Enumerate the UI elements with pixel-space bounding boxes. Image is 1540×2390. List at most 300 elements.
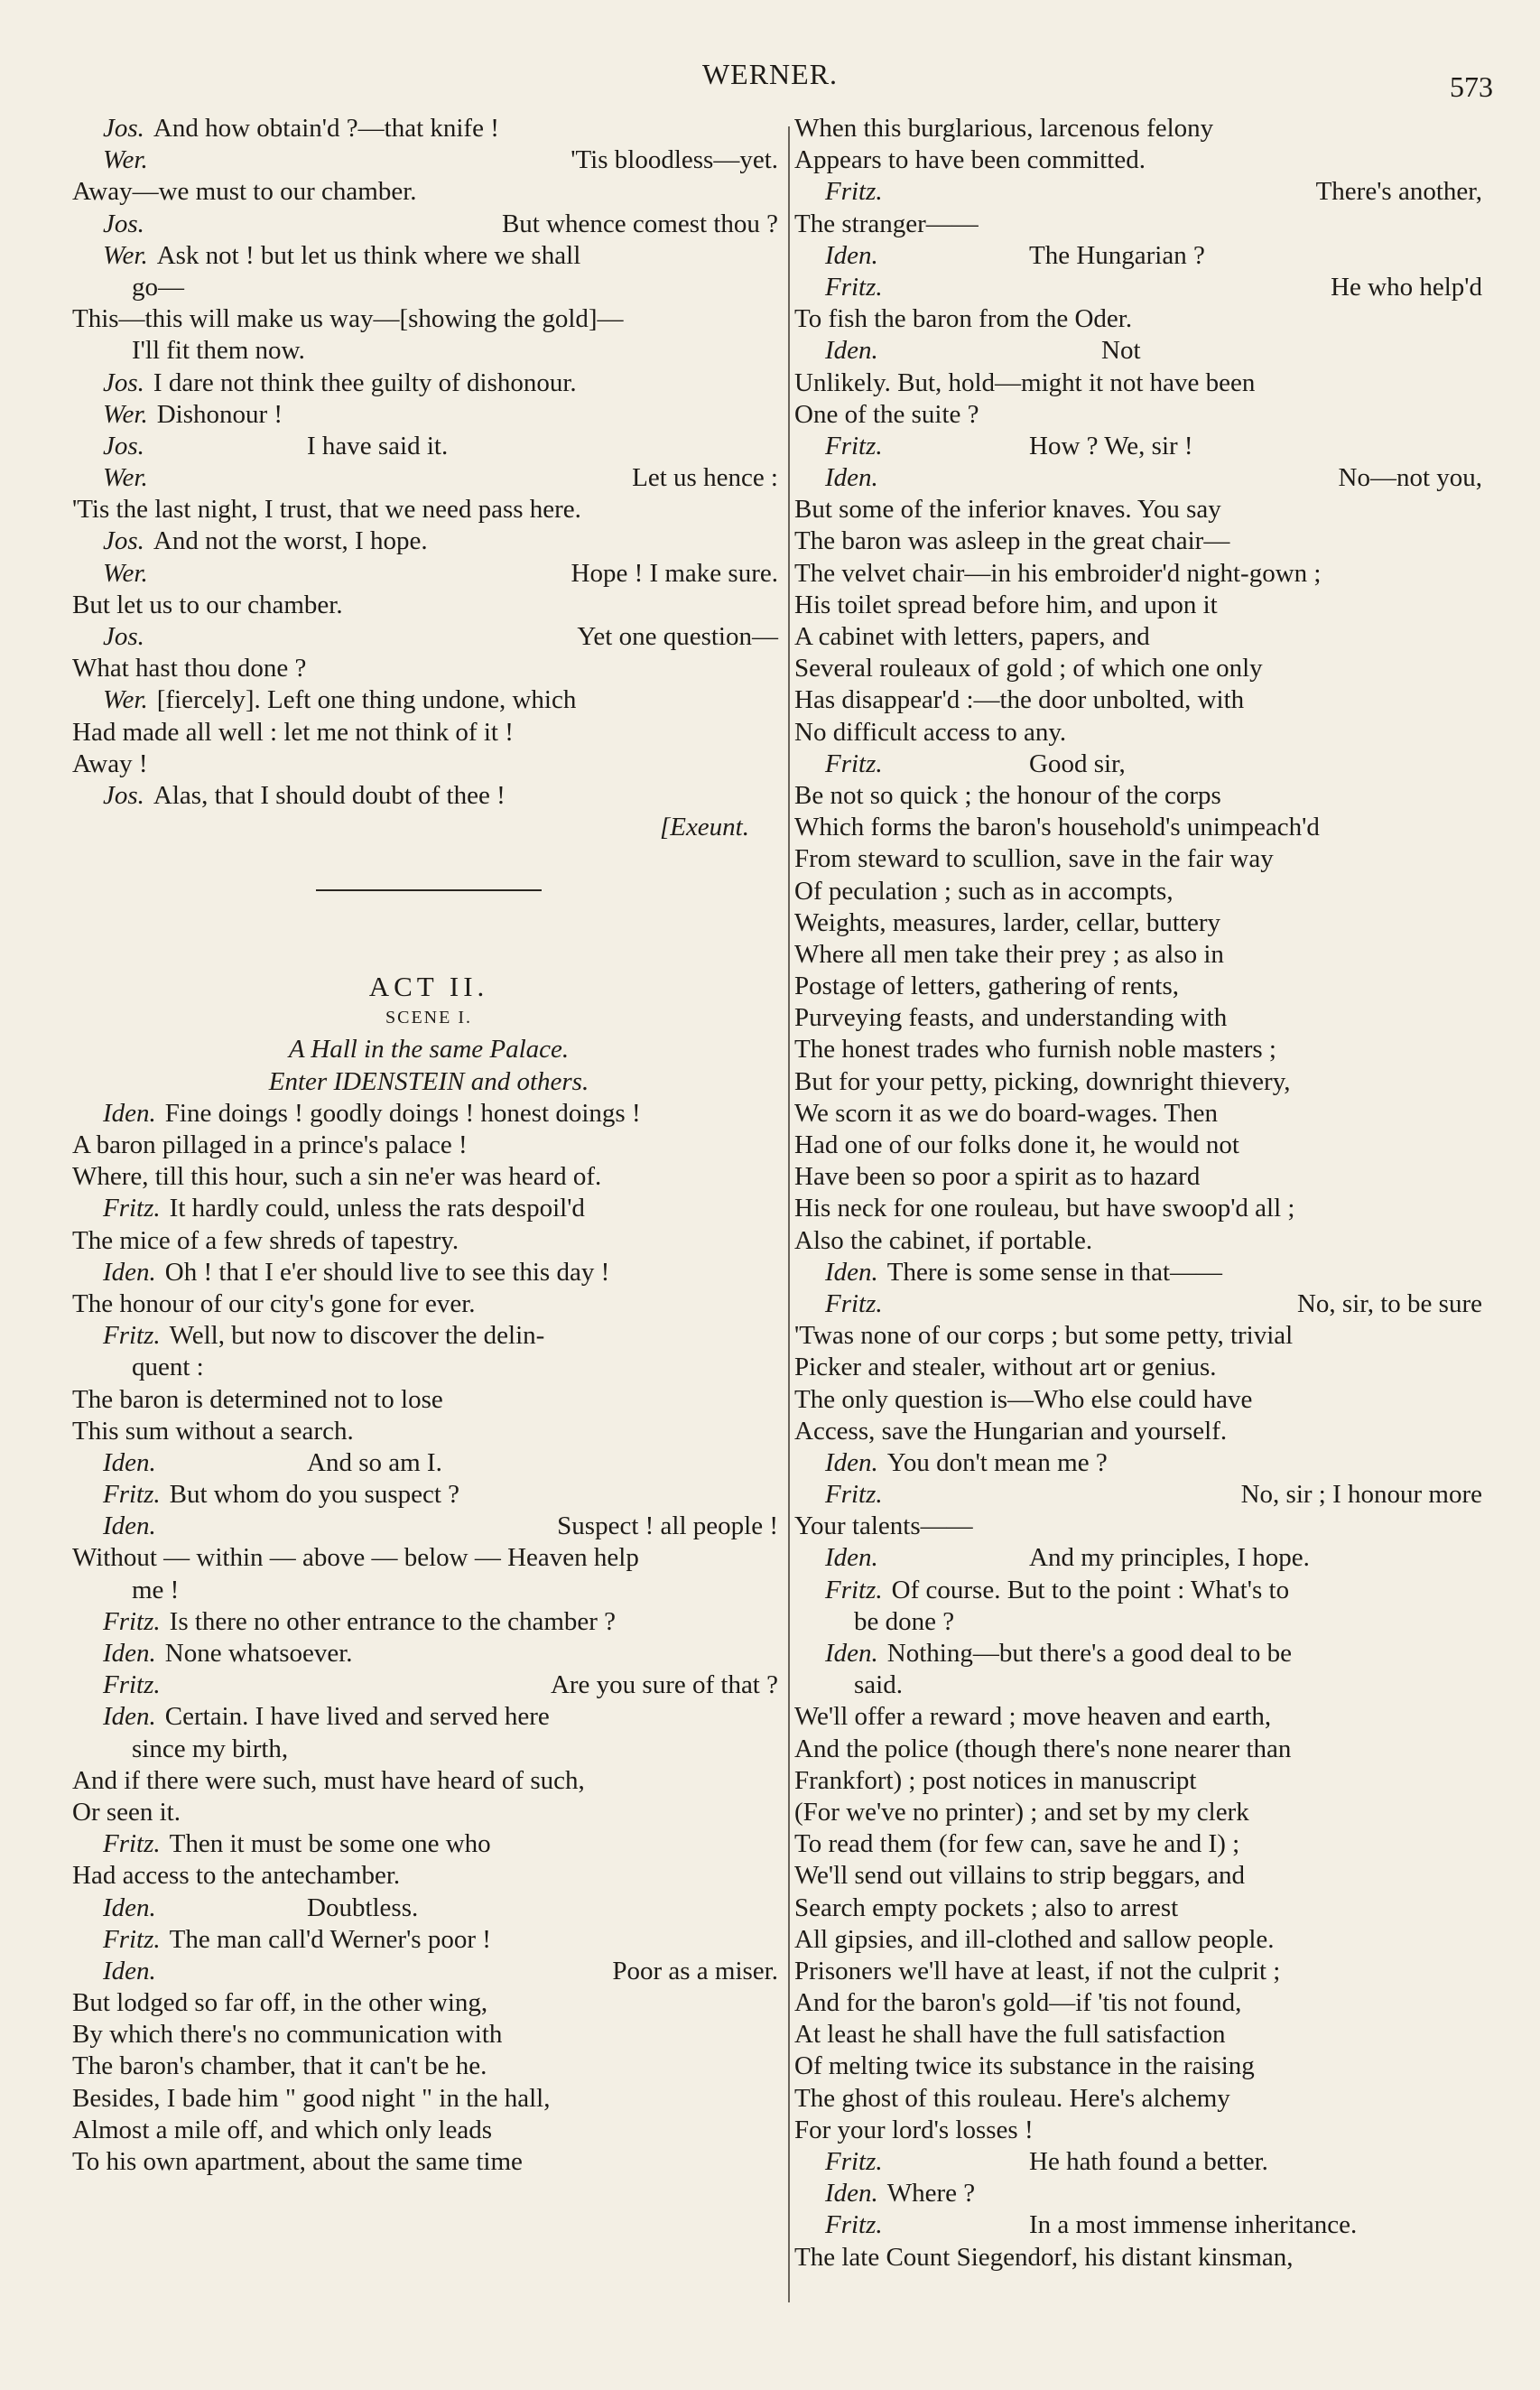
dialogue-line [794, 2209, 1489, 2241]
speaker-name: Fritz. [825, 2147, 883, 2176]
verse-line [794, 209, 1489, 240]
line-text: Appears to have been committed. [794, 145, 1146, 175]
line-text: No difficult access to any. [794, 717, 1067, 747]
line-text: Besides, I bade him " good night " in the hall, [72, 2083, 551, 2113]
line-text: Is there no other entrance to the chamber ? [169, 1606, 617, 1636]
line-text: And so am I. [307, 1447, 442, 1477]
speaker-name: Fritz. [825, 1288, 883, 1318]
speaker-name: Iden. [103, 1098, 156, 1128]
verse-line [72, 335, 785, 367]
dialogue-line [794, 1288, 1489, 1320]
speaker-name: Fritz. [103, 1924, 161, 1954]
dialogue-line [72, 367, 785, 399]
verse-line [794, 684, 1489, 716]
line-text: Poor as a miser. [612, 1956, 778, 1985]
line-text: No, sir, to be sure [1296, 1288, 1482, 1318]
line-text: Are you sure of that ? [550, 1670, 778, 1700]
dialogue-line [72, 1669, 785, 1701]
line-text: Then it must be some one who [169, 1829, 491, 1859]
verse-line [72, 1352, 785, 1383]
verse-line [72, 1161, 785, 1193]
line-text: Good sir, [1029, 749, 1126, 778]
dialogue-line [72, 209, 785, 240]
verse-line [72, 2051, 785, 2082]
verse-line [794, 1511, 1489, 1542]
line-text: The honest trades who furnish noble masters ; [794, 1035, 1276, 1065]
line-text: No, sir ; I honour more [1240, 1480, 1482, 1510]
verse-line [794, 590, 1489, 621]
speaker-name: Fritz. [103, 1480, 161, 1510]
dialogue-line [72, 113, 785, 144]
verse-line [794, 113, 1489, 144]
line-text: The honour of our city's gone for ever. [72, 1288, 476, 1318]
line-text: From steward to scullion, save in the fair way [794, 844, 1274, 874]
verse-line [72, 1860, 785, 1892]
line-text: The mice of a few shreds of tapestry. [72, 1225, 459, 1255]
dialogue-line [794, 1542, 1489, 1574]
section-rule [72, 876, 785, 907]
verse-line [72, 2146, 785, 2178]
verse-line [794, 1130, 1489, 1161]
dialogue-line [794, 1479, 1489, 1511]
verse-line [794, 1320, 1489, 1352]
dialogue-line [72, 399, 785, 431]
line-text: To his own apartment, about the same time [72, 2147, 523, 2176]
line-text: I dare not think thee guilty of dishonour. [153, 367, 577, 397]
dialogue-line [794, 1638, 1489, 1669]
speaker-name: Fritz. [825, 2210, 883, 2240]
verse-line [794, 1066, 1489, 1098]
line-text: be done ? [854, 1606, 955, 1636]
verse-line [72, 1288, 785, 1320]
line-text: And if there were such, must have heard of such, [72, 1765, 585, 1795]
verse-line [794, 1193, 1489, 1224]
line-text: Picker and stealer, without art or genius. [794, 1353, 1217, 1382]
speaker-name: Jos. [103, 431, 144, 460]
dialogue-line [794, 240, 1489, 272]
verse-line [794, 2242, 1489, 2274]
line-text: And not the worst, I hope. [153, 526, 428, 556]
dialogue-line [794, 749, 1489, 780]
verse-line [794, 2115, 1489, 2146]
line-text: The Hungarian ? [1029, 240, 1205, 270]
line-text: Ask not ! but let us think where we shall [156, 240, 581, 270]
line-text: But lodged so far off, in the other wing, [72, 1988, 488, 2018]
line-text: The only question is—Who else could have [794, 1384, 1253, 1414]
verse-line [72, 176, 785, 208]
verse-line [72, 1797, 785, 1828]
line-text: Access, save the Hungarian and yourself. [794, 1416, 1228, 1446]
line-text: Yet one question— [577, 622, 778, 651]
speaker-name: Fritz. [103, 1606, 161, 1636]
speaker-name: Iden. [825, 463, 878, 493]
verse-line [794, 1416, 1489, 1447]
line-text: Weights, measures, larder, cellar, buttery [794, 907, 1221, 937]
dialogue-line [72, 431, 785, 462]
verse-line [794, 558, 1489, 590]
line-text: said. [854, 1670, 903, 1700]
speaker-name: Wer. [103, 685, 148, 715]
line-text: me ! [132, 1575, 180, 1604]
line-text: In a most immense inheritance. [1029, 2210, 1358, 2240]
blank-line [72, 939, 785, 971]
line-text: Fine doings ! goodly doings ! honest doings ! [164, 1098, 641, 1128]
line-text: Oh ! that I e'er should live to see this day ! [164, 1257, 610, 1287]
verse-line [794, 621, 1489, 653]
line-text: Search empty pockets ; also to arrest [794, 1892, 1179, 1922]
verse-line [794, 2051, 1489, 2082]
verse-line [72, 749, 785, 780]
line-text: It hardly could, unless the rats despoil'd [169, 1194, 585, 1223]
line-text: Certain. I have lived and served here [164, 1702, 550, 1732]
line-text: 'Twas none of our corps ; but some petty, trivial [794, 1321, 1294, 1351]
speaker-name: Wer. [103, 558, 148, 588]
dialogue-line [794, 431, 1489, 462]
line-text: The velvet chair—in his embroider'd night-gown ; [794, 558, 1322, 588]
speaker-name: Wer. [103, 145, 148, 175]
line-text: At least he shall have the full satisfaction [794, 2020, 1226, 2050]
line-text: Dishonour ! [156, 399, 283, 429]
line-text: Several rouleaux of gold ; of which one only [794, 654, 1263, 684]
line-text: His toilet spread before him, and upon it [794, 590, 1218, 619]
dialogue-line [72, 1479, 785, 1511]
verse-line [794, 1765, 1489, 1797]
dialogue-line [72, 1193, 785, 1224]
line-text: And how obtain'd ?—that knife ! [153, 114, 499, 143]
verse-line [794, 1734, 1489, 1765]
speaker-name: Jos. [103, 780, 144, 810]
page-number: 573 [1450, 70, 1493, 103]
line-text: The baron is determined not to lose [72, 1384, 443, 1414]
speaker-name: Iden. [103, 1257, 156, 1287]
line-text: The man call'd Werner's poor ! [169, 1924, 491, 1954]
line-text: One of the suite ? [794, 399, 979, 429]
line-text: Almost a mile off, and which only leads [72, 2115, 492, 2144]
line-text: Also the cabinet, if portable. [794, 1225, 1093, 1255]
line-text: quent : [132, 1353, 204, 1382]
line-text: When this burglarious, larcenous felony [794, 114, 1214, 143]
line-text: None whatsoever. [164, 1639, 353, 1668]
line-text: 'Tis the last night, I trust, that we need pass here. [72, 495, 581, 525]
verse-line [72, 1734, 785, 1765]
verse-line [794, 1034, 1489, 1065]
dialogue-line [72, 1892, 785, 1924]
line-text: Without — within — above — below — Heaven help [72, 1543, 639, 1573]
verse-line [794, 939, 1489, 971]
line-text: Hope ! I make sure. [571, 558, 778, 588]
speaker-name: Fritz. [825, 749, 883, 778]
verse-line [794, 1701, 1489, 1733]
verse-line [794, 1892, 1489, 1924]
line-text: 'Tis bloodless—yet. [571, 145, 778, 175]
dialogue-line [794, 462, 1489, 494]
dialogue-line [72, 525, 785, 557]
speaker-name: Jos. [103, 526, 144, 556]
verse-line [72, 1130, 785, 1161]
line-text: Nothing—but there's a good deal to be [886, 1639, 1292, 1668]
verse-line [794, 812, 1489, 843]
line-text: I'll fit them now. [132, 336, 305, 366]
line-text: What hast thou done ? [72, 654, 307, 684]
verse-line [72, 494, 785, 525]
line-text: since my birth, [132, 1734, 289, 1763]
line-text: Not [1101, 336, 1141, 366]
act-heading [72, 971, 785, 1002]
speaker-name: Wer. [103, 463, 148, 493]
verse-line [72, 303, 785, 335]
speaker-name: Fritz. [825, 272, 883, 302]
blank-line [72, 907, 785, 939]
line-text: Of peculation ; such as in accompts, [794, 876, 1174, 906]
speaker-name: Iden. [103, 1702, 156, 1732]
line-text: For your lord's losses ! [794, 2115, 1034, 2144]
exit-direction [72, 812, 785, 843]
speaker-name: Iden. [103, 1639, 156, 1668]
speaker-name: Iden. [825, 240, 878, 270]
dialogue-line [72, 1924, 785, 1956]
line-text: And the police (though there's none nearer than [794, 1734, 1292, 1763]
verse-line [72, 1225, 785, 1257]
verse-line [794, 1352, 1489, 1383]
dialogue-line [794, 335, 1489, 367]
dialogue-line [72, 462, 785, 494]
speaker-name: Jos. [103, 114, 144, 143]
line-text: He who help'd [1331, 272, 1482, 302]
dialogue-line [794, 1447, 1489, 1479]
speaker-name: Iden. [825, 1639, 878, 1668]
line-text: But whom do you suspect ? [169, 1480, 460, 1510]
line-text: Where all men take their prey ; as also in [794, 939, 1224, 969]
verse-line [794, 653, 1489, 684]
verse-line [794, 1606, 1489, 1638]
line-text: But some of the inferior knaves. You say [794, 495, 1221, 525]
line-text: Where ? [886, 2179, 976, 2209]
line-text: Purveying feasts, and understanding with [794, 1003, 1228, 1033]
line-text: [fiercely]. Left one thing undone, which [156, 685, 577, 715]
verse-line [794, 2019, 1489, 2051]
verse-line [794, 780, 1489, 812]
running-head-title: WERNER. [701, 58, 839, 90]
speaker-name: Iden. [103, 1511, 156, 1541]
speaker-name: Fritz. [103, 1829, 161, 1859]
speaker-name: Jos. [103, 622, 144, 651]
dialogue-line [72, 1638, 785, 1669]
verse-line [794, 843, 1489, 875]
verse-line [72, 272, 785, 303]
line-text: Prisoners we'll have at least, if not the culprit ; [794, 1956, 1281, 1985]
line-text: Of melting twice its substance in the raising [794, 2051, 1255, 2081]
left-column [72, 113, 785, 2178]
verse-line [72, 1575, 785, 1606]
dialogue-line [794, 176, 1489, 208]
line-text: (For we've no printer) ; and set by my clerk [794, 1797, 1249, 1827]
line-text: ACT II. [368, 971, 489, 1003]
line-text: How ? We, sir ! [1029, 431, 1193, 460]
speaker-name: Wer. [103, 240, 148, 270]
line-text: Alas, that I should doubt of thee ! [153, 780, 506, 810]
line-text: A cabinet with letters, papers, and [794, 622, 1150, 651]
line-text: The stranger—— [794, 209, 979, 238]
line-text: This sum without a search. [72, 1416, 354, 1446]
speaker-name: Fritz. [825, 1575, 883, 1604]
line-text: He hath found a better. [1029, 2147, 1268, 2176]
line-text: go— [132, 272, 184, 302]
dialogue-line [72, 684, 785, 716]
dialogue-line [794, 1257, 1489, 1288]
line-text: Which forms the baron's household's unimpeach'd [794, 813, 1320, 842]
right-column [794, 113, 1489, 2274]
dialogue-line [72, 1701, 785, 1733]
line-text: Had access to the antechamber. [72, 1861, 401, 1891]
verse-line [72, 1765, 785, 1797]
line-text: His neck for one rouleau, but have swoop'd all ; [794, 1194, 1295, 1223]
line-text: A Hall in the same Palace. [288, 1035, 570, 1065]
line-text: The late Count Siegendorf, his distant kinsman, [794, 2242, 1294, 2272]
line-text: There is some sense in that—— [886, 1257, 1223, 1287]
speaker-name: Fritz. [103, 1321, 161, 1351]
verse-line [794, 1828, 1489, 1860]
line-text: Let us hence : [632, 463, 778, 493]
line-text: Postage of letters, gathering of rents, [794, 972, 1180, 1001]
verse-line [794, 1956, 1489, 1987]
speaker-name: Iden. [103, 1447, 156, 1477]
line-text: Your talents—— [794, 1511, 973, 1541]
verse-line [72, 2115, 785, 2146]
line-text: All gipsies, and ill-clothed and sallow people. [794, 1924, 1275, 1954]
dialogue-line [72, 1828, 785, 1860]
dialogue-line [72, 1956, 785, 1987]
line-text: By which there's no communication with [72, 2020, 503, 2050]
dialogue-line [794, 2178, 1489, 2209]
speaker-name: Iden. [825, 1447, 878, 1477]
scene-heading [72, 1002, 785, 1034]
verse-line [794, 876, 1489, 907]
verse-line [72, 2083, 785, 2115]
verse-line [794, 907, 1489, 939]
line-text: To read them (for few can, save he and I) ; [794, 1829, 1240, 1859]
verse-line [794, 717, 1489, 749]
line-text: The baron was asleep in the great chair— [794, 526, 1230, 556]
line-text: Have been so poor a spirit as to hazard [794, 1162, 1201, 1192]
dialogue-line [72, 558, 785, 590]
line-text: The ghost of this rouleau. Here's alchemy [794, 2083, 1230, 2113]
speaker-name: Wer. [103, 399, 148, 429]
line-text: Has disappear'd :—the door unbolted, with [794, 685, 1245, 715]
verse-line [794, 1797, 1489, 1828]
line-text: A baron pillaged in a prince's palace ! [72, 1130, 468, 1159]
speaker-name: Iden. [825, 336, 878, 366]
verse-line [794, 1225, 1489, 1257]
line-text: To fish the baron from the Oder. [794, 304, 1133, 334]
verse-line [794, 1098, 1489, 1130]
line-text: And for the baron's gold—if 'tis not found, [794, 1988, 1242, 2018]
dialogue-line [794, 272, 1489, 303]
stage-direction [72, 1034, 785, 1065]
dialogue-line [72, 1511, 785, 1542]
dialogue-line [72, 1098, 785, 1130]
verse-line [794, 1669, 1489, 1701]
speaker-name: Jos. [103, 209, 144, 238]
dialogue-line [72, 1257, 785, 1288]
verse-line [794, 1002, 1489, 1034]
line-text: Away ! [72, 749, 148, 778]
speaker-name: Fritz. [825, 1480, 883, 1510]
line-text: Suspect ! all people ! [557, 1511, 778, 1541]
line-text: There's another, [1315, 177, 1482, 207]
blank-line [72, 843, 785, 875]
line-text: Away—we must to our chamber. [72, 177, 417, 207]
verse-line [72, 1416, 785, 1447]
speaker-name: Fritz. [103, 1194, 161, 1223]
line-text: Unlikely. But, hold—might it not have been [794, 367, 1256, 397]
dialogue-line [794, 2146, 1489, 2178]
verse-line [794, 1161, 1489, 1193]
verse-line [794, 494, 1489, 525]
speaker-name: Fritz. [103, 1670, 161, 1700]
line-text: Frankfort) ; post notices in manuscript [794, 1765, 1197, 1795]
speaker-name: Iden. [825, 2179, 878, 2209]
dialogue-line [72, 1447, 785, 1479]
line-text: But for your petty, picking, downright thievery, [794, 1066, 1291, 1096]
dialogue-line [72, 1320, 785, 1352]
line-text: But let us to our chamber. [72, 590, 343, 619]
verse-line [794, 971, 1489, 1002]
speaker-name: Fritz. [825, 431, 883, 460]
line-text: We scorn it as we do board-wages. Then [794, 1098, 1219, 1128]
verse-line [794, 399, 1489, 431]
verse-line [72, 1542, 785, 1574]
speaker-name: Iden. [103, 1892, 156, 1922]
verse-line [794, 1860, 1489, 1892]
speaker-name: Fritz. [825, 177, 883, 207]
line-text: We'll offer a reward ; move heaven and earth, [794, 1702, 1272, 1732]
verse-line [794, 367, 1489, 399]
line-text: Well, but now to discover the delin- [169, 1321, 545, 1351]
line-text: We'll send out villains to strip beggars, and [794, 1861, 1246, 1891]
verse-line [72, 2019, 785, 2051]
dialogue-line [72, 780, 785, 812]
speaker-name: Iden. [103, 1956, 156, 1985]
verse-line [794, 303, 1489, 335]
verse-line [794, 1987, 1489, 2019]
dialogue-line [72, 621, 785, 653]
verse-line [794, 2083, 1489, 2115]
speaker-name: Jos. [103, 367, 144, 397]
line-text: Doubtless. [307, 1892, 419, 1922]
verse-line [794, 1924, 1489, 1956]
line-text: This—this will make us way—[showing the gold]— [72, 304, 624, 334]
line-text: Where, till this hour, such a sin ne'er was heard of. [72, 1162, 602, 1192]
line-text: The baron's chamber, that it can't be he. [72, 2051, 487, 2081]
line-text: SCENE I. [385, 1008, 472, 1028]
speaker-name: Iden. [825, 1543, 878, 1573]
line-text: Had one of our folks done it, he would not [794, 1130, 1239, 1159]
verse-line [72, 590, 785, 621]
line-text: Or seen it. [72, 1797, 181, 1827]
line-text: Had made all well : let me not think of it ! [72, 717, 514, 747]
line-text: Enter IDENSTEIN and others. [268, 1066, 589, 1096]
dialogue-line [72, 1606, 785, 1638]
line-text: But whence comest thou ? [501, 209, 778, 238]
line-text: I have said it. [307, 431, 449, 460]
verse-line [794, 1384, 1489, 1416]
line-text: Be not so quick ; the honour of the corps [794, 780, 1221, 810]
line-text: [Exeunt. [659, 813, 749, 842]
verse-line [72, 1384, 785, 1416]
verse-line [794, 525, 1489, 557]
line-text: No—not you, [1338, 463, 1482, 493]
horizontal-rule [316, 889, 542, 891]
